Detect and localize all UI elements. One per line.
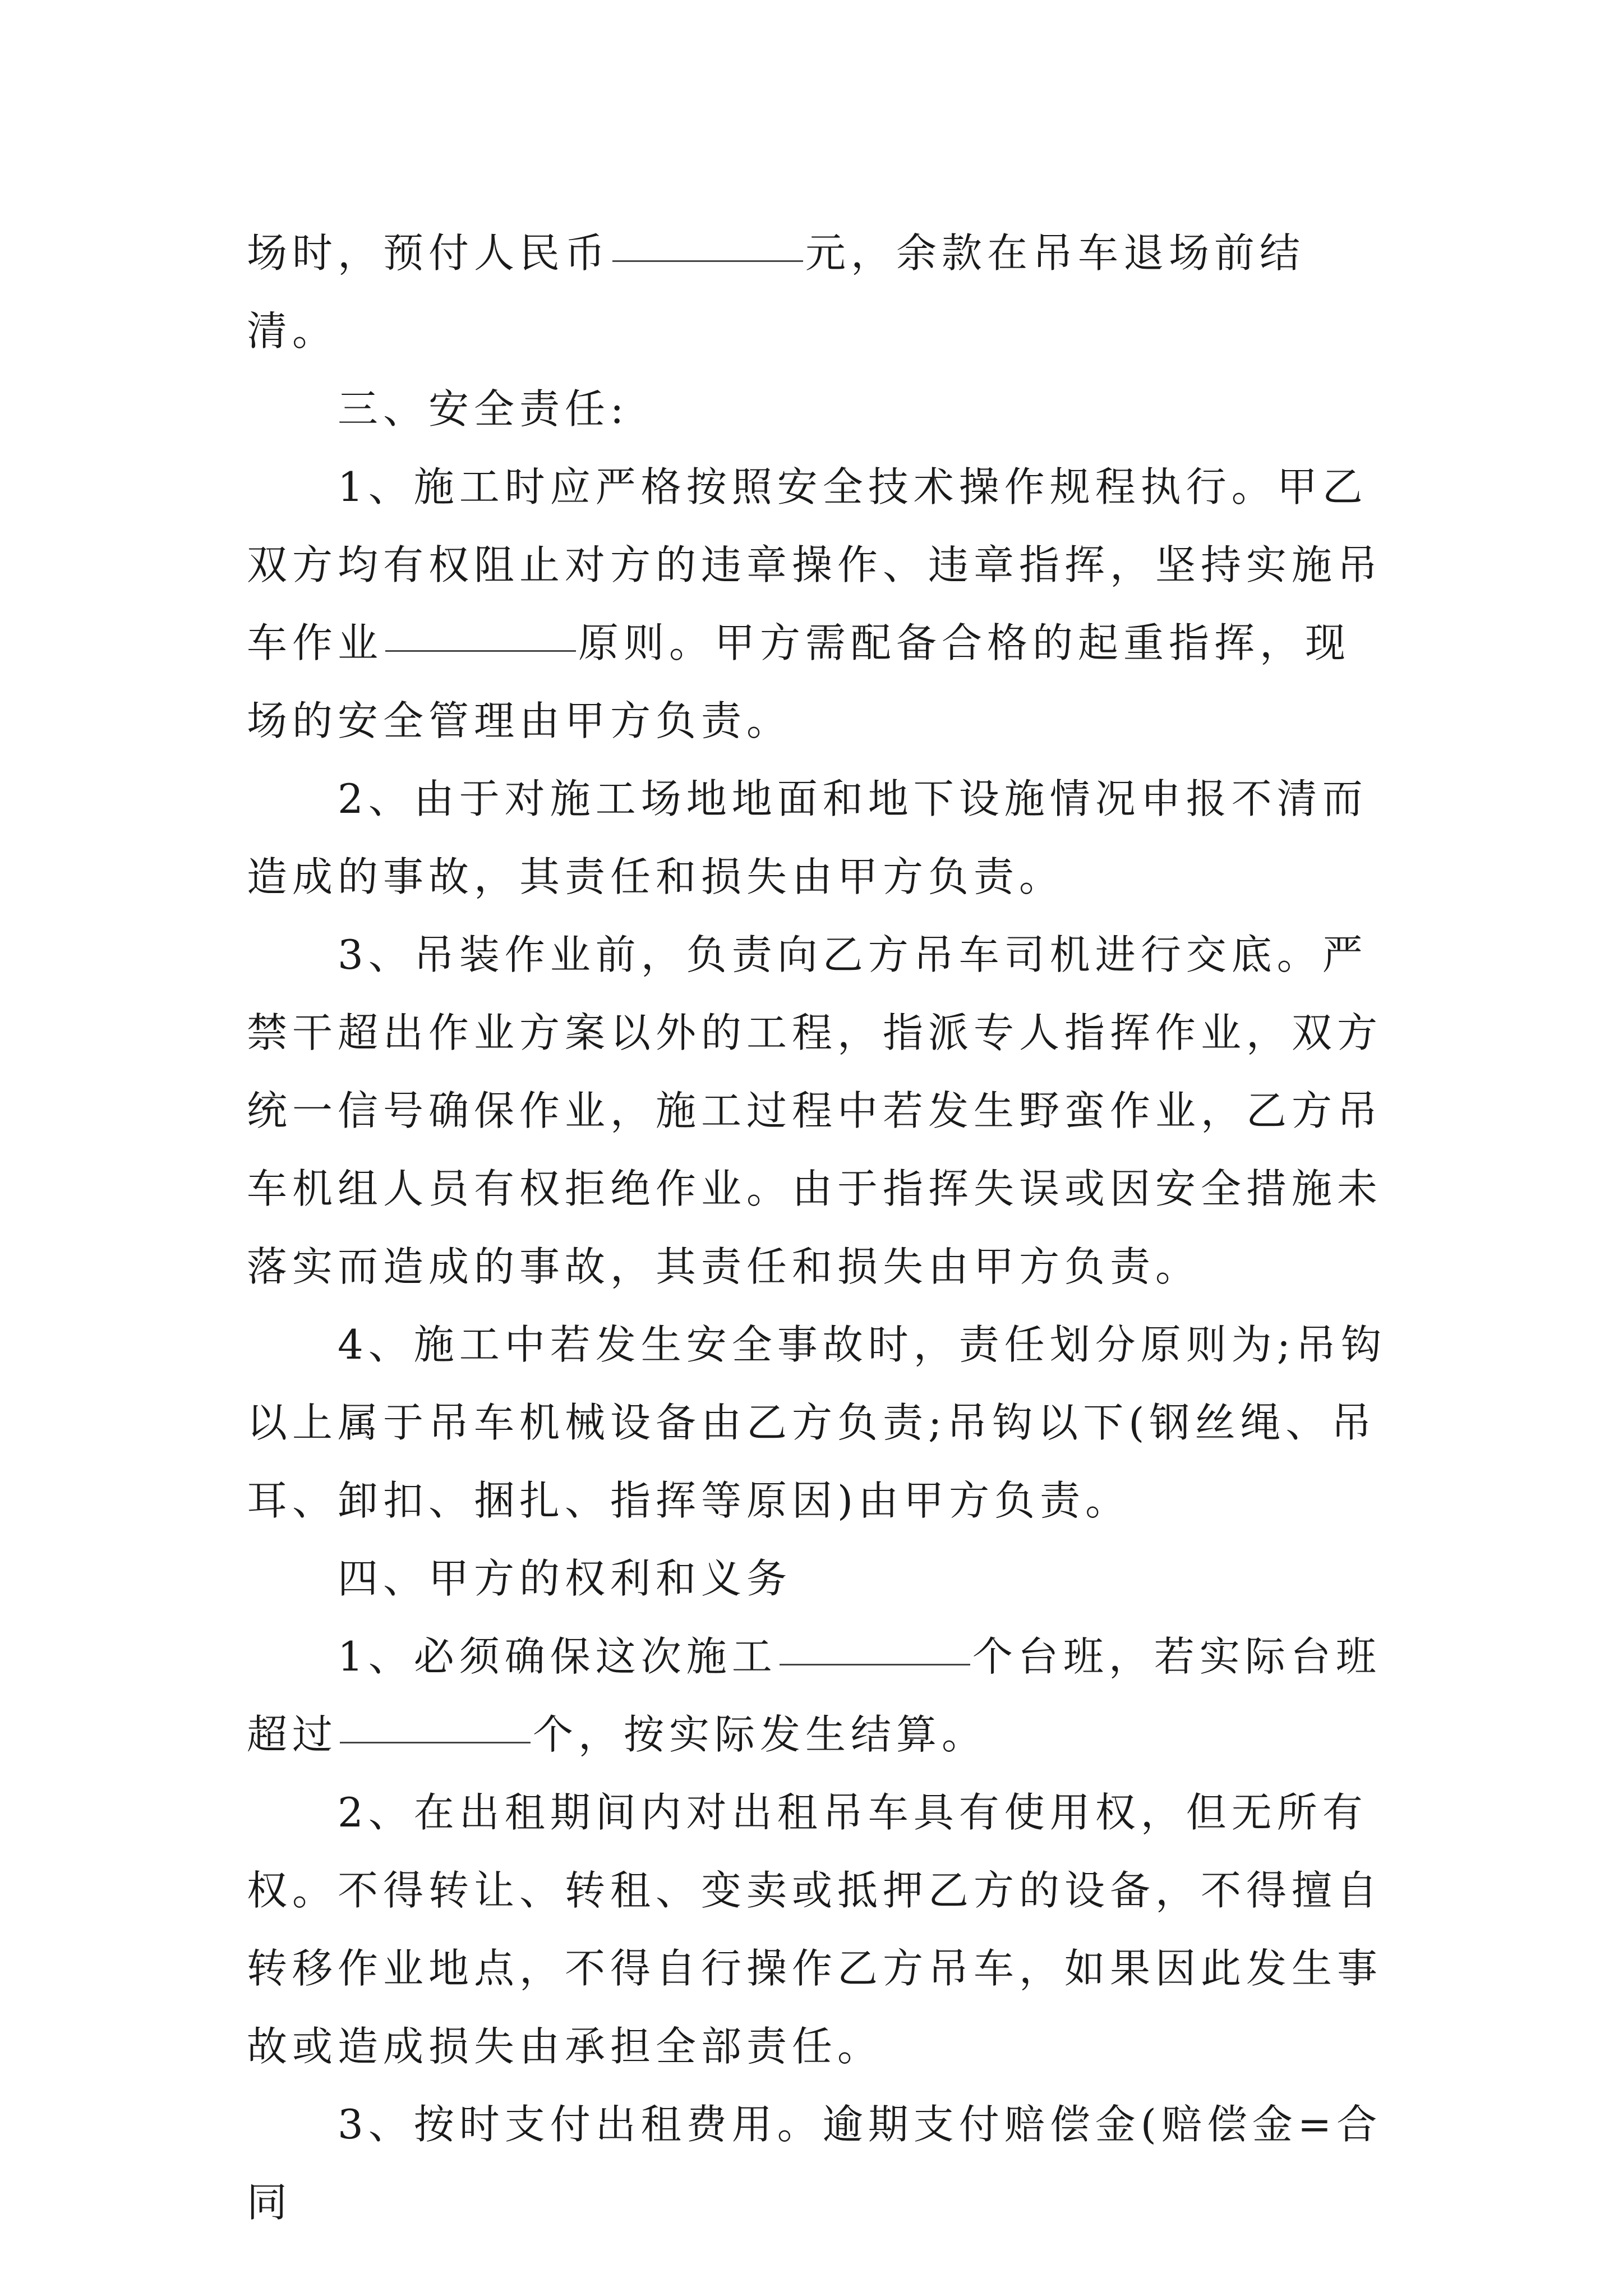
paragraph-text: 2、由于对施工场地地面和地下设施情况申报不清而造成的事故，其责任和损失由甲方负责。 bbox=[247, 775, 1368, 900]
paragraph-p6 bbox=[247, 1306, 1391, 1540]
paragraph-p7 bbox=[247, 1540, 1391, 1618]
paragraph-text: 原则。甲方需配备合格的起重指挥，现场的安全管理由甲方负责。 bbox=[247, 619, 1351, 744]
fill-in-blank bbox=[780, 1663, 970, 1665]
document-body bbox=[247, 214, 1391, 2242]
paragraph-p3 bbox=[247, 448, 1391, 760]
fill-in-blank bbox=[385, 650, 576, 652]
fill-in-blank bbox=[612, 260, 803, 262]
paragraph-text: 3、按时支付出租费用。逾期支付赔偿金(赔偿金=合同 bbox=[247, 2101, 1382, 2226]
paragraph-text: 元，余款在吊车退场前结清。 bbox=[247, 229, 1306, 355]
fill-in-blank bbox=[340, 1741, 531, 1743]
paragraph-p2 bbox=[247, 370, 1391, 448]
paragraph-p4 bbox=[247, 760, 1391, 916]
paragraph-p1 bbox=[247, 214, 1391, 370]
paragraph-text: 1、必须确保这次施工 bbox=[338, 1633, 777, 1680]
paragraph-p9 bbox=[247, 1774, 1391, 2086]
paragraph-text: 2、在出租期间内对出租吊车具有使用权，但无所有权。不得转让、转租、变卖或抵押乙方的设备，不得擅自转移作业地点，不得自行操作乙方吊车，如果因此发生事故或造成损失由承担全部责任。 bbox=[247, 1789, 1383, 2070]
paragraph-text: 个台班，若实际台班超过 bbox=[247, 1633, 1381, 1758]
paragraph-text: 4、施工中若发生安全事故时，责任划分原则为;吊钩以上属于吊车机械设备由乙方负责;吊钩以下(钢丝绳、吊耳、卸扣、捆扎、指挥等原因)由甲方负责。 bbox=[247, 1321, 1387, 1524]
paragraph-text: 1、施工时应严格按照安全技术操作规程执行。甲乙双方均有权阻止对方的违章操作、违章指挥，坚持实施吊车作业 bbox=[247, 463, 1383, 666]
paragraph-p10 bbox=[247, 2086, 1391, 2242]
paragraph-text: 个，按实际发生结算。 bbox=[533, 1711, 988, 1758]
paragraph-text: 四、甲方的权利和义务 bbox=[338, 1555, 792, 1602]
paragraph-text: 3、吊装作业前，负责向乙方吊车司机进行交底。严禁干超出作业方案以外的工程，指派专人指挥作业，双方统一信号确保作业，施工过程中若发生野蛮作业，乙方吊车机组人员有权拒绝作业。由于指挥失误或因安全措施未落实而造成的事故，其责任和损失由甲方负责。 bbox=[247, 931, 1383, 1290]
paragraph-text: 场时，预付人民币 bbox=[247, 229, 611, 277]
paragraph-text: 三、安全责任: bbox=[338, 385, 629, 432]
paragraph-p8 bbox=[247, 1618, 1391, 1774]
paragraph-p5 bbox=[247, 916, 1391, 1306]
